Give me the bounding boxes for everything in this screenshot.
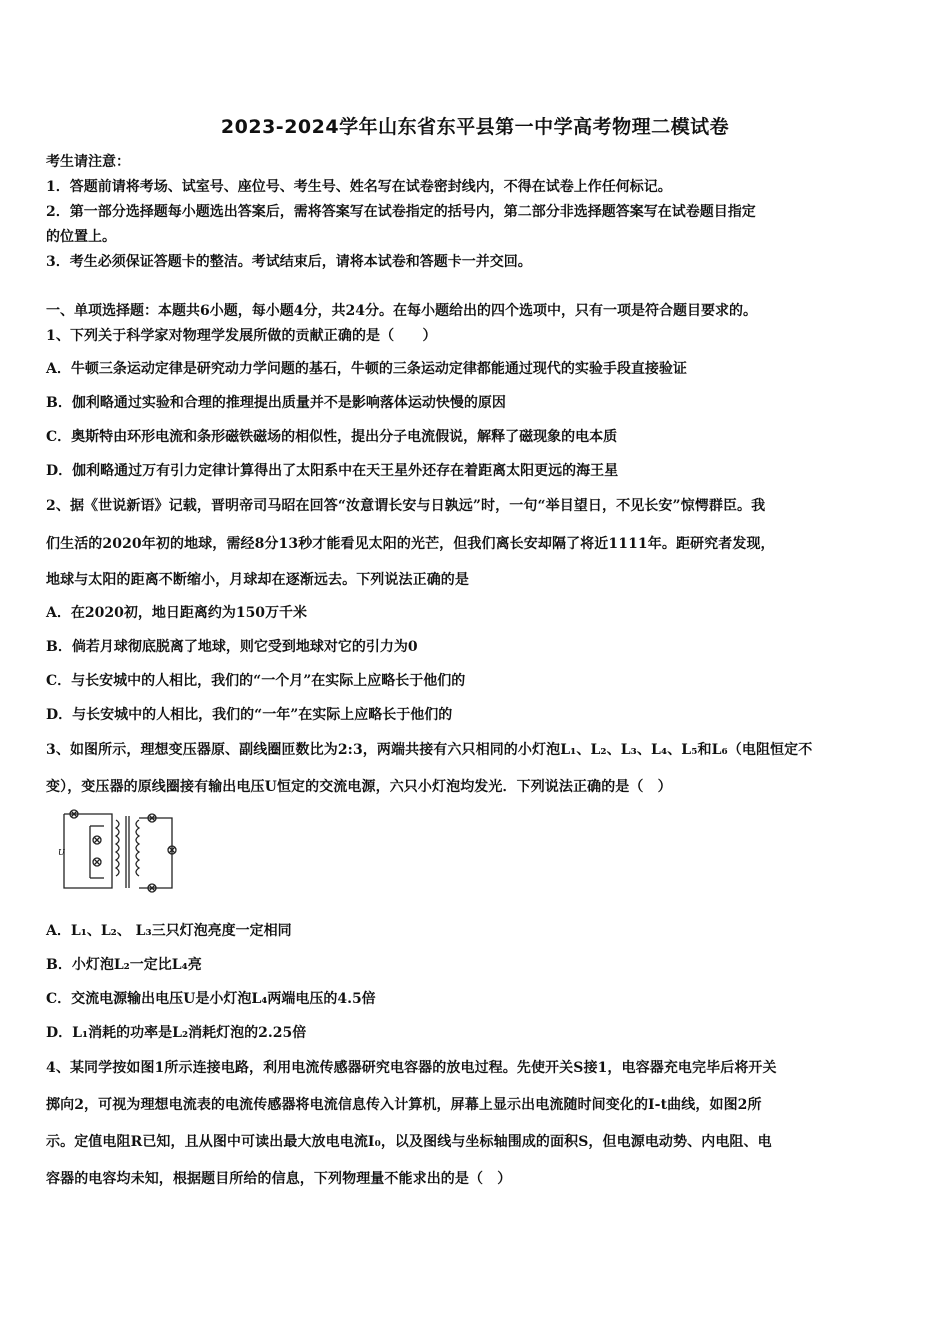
q4-stem-1: 4、某同学按如图1所示连接电路，利用电流传感器研究电容器的放电过程。先使开关S接1，电容器充电完毕后将开关 xyxy=(46,1060,777,1076)
q1-stem: 1、下列关于科学家对物理学发展所做的贡献正确的是（ ） xyxy=(46,328,437,344)
q4-stem-4: 容器的电容均未知，根据题目所给的信息，下列物理量不能求出的是（ ） xyxy=(46,1171,512,1187)
q3-stem-1: 3、如图所示，理想变压器原、副线圈匝数比为2:3，两端共接有六只相同的小灯泡L₁、L₂、L₃、L₄、L₅和L₆（电阻恒定不 xyxy=(46,742,813,758)
q1-option-c: C．奥斯特由环形电流和条形磁铁磁场的相似性，提出分子电流假说，解释了磁现象的电本质 xyxy=(46,429,618,445)
q3-option-b: B．小灯泡L₂一定比L₄亮 xyxy=(46,957,202,973)
q2-stem-1: 2、据《世说新语》记载，晋明帝司马昭在回答“汝意谓长安与日孰远”时，一句“举目望日，不见长安”惊愕群臣。我 xyxy=(46,498,766,514)
q3-stem-2: 变），变压器的原线圈接有输出电压U恒定的交流电源，六只小灯泡均发光．下列说法正确的是（ ） xyxy=(46,779,672,795)
q2-option-b: B．倘若月球彻底脱离了地球，则它受到地球对它的引力为0 xyxy=(46,639,418,655)
q4-stem-3: 示。定值电阻R已知，且从图中可读出最大放电电流I₀，以及图线与坐标轴围成的面积S，但电源电动势、内电阻、电 xyxy=(46,1134,772,1150)
notice-item-2: 2．第一部分选择题每小题选出答案后，需将答案写在试卷指定的括号内，第二部分非选择题答案写在试卷题目指定 xyxy=(46,204,756,220)
q4-stem-2: 掷向2，可视为理想电流表的电流传感器将电流信息传入计算机，屏幕上显示出电流随时间变化的I-t曲线，如图2所 xyxy=(46,1097,762,1113)
q2-stem-3: 地球与太阳的距离不断缩小，月球却在逐渐远去。下列说法正确的是 xyxy=(46,572,469,588)
q2-option-a: A．在2020初，地日距离约为150万千米 xyxy=(46,605,308,621)
q2-stem-2: 们生活的2020年初的地球，需经8分13秒才能看见太阳的光芒，但我们离长安却隔了将近1111年。距研究者发现， xyxy=(46,536,775,552)
q3-option-d: D．L₁消耗的功率是L₂消耗灯泡的2.25倍 xyxy=(46,1025,307,1041)
exam-title: 2023-2024学年山东省东平县第一中学高考物理二模试卷 xyxy=(220,116,730,138)
notice-heading: 考生请注意： xyxy=(46,154,130,170)
transformer-circuit-diagram xyxy=(52,808,182,894)
notice-item-2-cont: 的位置上。 xyxy=(46,229,116,245)
figure-label-u: U xyxy=(58,848,65,857)
q2-option-c: C．与长安城中的人相比，我们的“一个月”在实际上应略长于他们的 xyxy=(46,673,466,689)
notice-item-1: 1．答题前请将考场、试室号、座位号、考生号、姓名写在试卷密封线内，不得在试卷上作任何标记。 xyxy=(46,179,672,195)
q1-option-d: D．伽利略通过万有引力定律计算得出了太阳系中在天王星外还存在着距离太阳更远的海王星 xyxy=(46,463,619,479)
q1-option-b: B．伽利略通过实验和合理的推理提出质量并不是影响落体运动快慢的原因 xyxy=(46,395,506,411)
section-heading: 一、单项选择题：本题共6小题，每小题4分，共24分。在每小题给出的四个选项中，只有一项是符合题目要求的。 xyxy=(46,303,757,319)
notice-item-3: 3．考生必须保证答题卡的整洁。考试结束后，请将本试卷和答题卡一并交回。 xyxy=(46,254,532,270)
q1-option-a: A．牛顿三条运动定律是研究动力学问题的基石，牛顿的三条运动定律都能通过现代的实验手段直接验证 xyxy=(46,361,687,377)
q3-option-c: C．交流电源输出电压U是小灯泡L₄两端电压的4.5倍 xyxy=(46,991,376,1007)
q3-option-a: A．L₁、L₂、 L₃三只灯泡亮度一定相同 xyxy=(46,923,292,939)
q2-option-d: D．与长安城中的人相比，我们的“一年”在实际上应略长于他们的 xyxy=(46,707,453,723)
